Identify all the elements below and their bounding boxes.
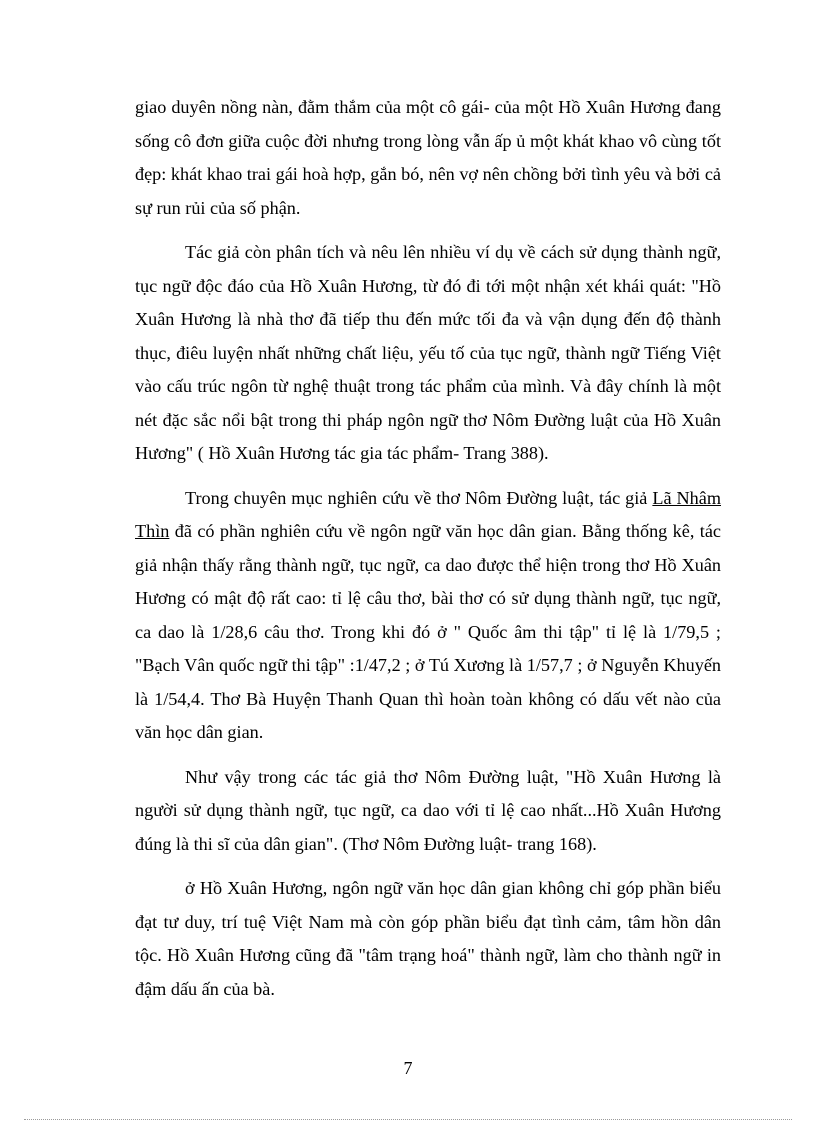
paragraph-3-start: Trong chuyên mục nghiên cứu về thơ Nôm Đường luật, tác giả xyxy=(185,487,653,508)
paragraph-4: Như vậy trong các tác giả thơ Nôm Đường luật, "Hồ Xuân Hương là người sử dụng thành ngữ, tục ngữ, ca dao với tỉ lệ cao nhất...Hồ Xuân Hương đúng là thi sĩ của dân gian". (Thơ Nôm Đường luật- trang 168). xyxy=(135,766,721,854)
paragraph-3-end: đã có phần nghiên cứu về ngôn ngữ văn học dân gian. Bằng thống kê, tác giả nhận thấy rằng thành ngữ, tục ngữ, ca dao được thể hiện trong thơ Hồ Xuân Hương có mật độ rất cao: tỉ lệ câu thơ, bài thơ có sử dụng thành ngữ, tục ngữ, ca dao là 1/28,6 câu thơ. Trong khi đó ở " Quốc âm thi tập" tỉ lệ là 1/79,5 ; "Bạch Vân quốc ngữ thi tập" :1/47,2 ; ở Tú Xương là 1/57,7 ; ở Nguyễn Khuyến là 1/54,4. Thơ Bà Huyện Thanh Quan thì hoàn toàn không có dấu vết nào của văn học dân gian. xyxy=(135,521,721,742)
page-number: 7 xyxy=(403,1058,413,1078)
paragraph-3 xyxy=(135,482,721,750)
paragraph-1: giao duyên nồng nàn, đằm thắm của một cô gái- của một Hồ Xuân Hương đang sống cô đơn giữa cuộc đời nhưng trong lòng vẫn ấp ủ một khát khao vô cùng tốt đẹp: khát khao trai gái hoà hợp, gắn bó, nên vợ nên chồng bởi tình yêu và bởi cả sự run rủi của số phận. xyxy=(135,97,721,218)
paragraph-2: Tác giả còn phân tích và nêu lên nhiều ví dụ về cách sử dụng thành ngữ, tục ngữ độc đáo của Hồ Xuân Hương, từ đó đi tới một nhận xét khái quát: "Hồ Xuân Hương là nhà thơ đã tiếp thu đến mức tối đa và vận dụng đến độ thành thục, điêu luyện nhất những chất liệu, yếu tố của tục ngữ, thành ngữ Tiếng Việt vào cấu trúc ngôn từ nghệ thuật trong tác phẩm của mình. Và đây chính là một nét đặc sắc nổi bật trong thi pháp ngôn ngữ thơ Nôm Đường luật của Hồ Xuân Hương" ( Hồ Xuân Hương tác gia tác phẩm- Trang 388). xyxy=(135,242,721,463)
page-bottom-divider xyxy=(24,1119,792,1120)
author-name-link: Lã Nhâm Thìn xyxy=(135,487,721,541)
paragraph-5: ở Hồ Xuân Hương, ngôn ngữ văn học dân gian không chỉ góp phần biểu đạt tư duy, trí tuệ Việt Nam mà còn góp phần biểu đạt tình cảm, tâm hồn dân tộc. Hồ Xuân Hương cũng đã "tâm trạng hoá" thành ngữ, làm cho thành ngữ in đậm dấu ấn của bà. xyxy=(135,878,721,999)
body-text xyxy=(135,91,721,1017)
